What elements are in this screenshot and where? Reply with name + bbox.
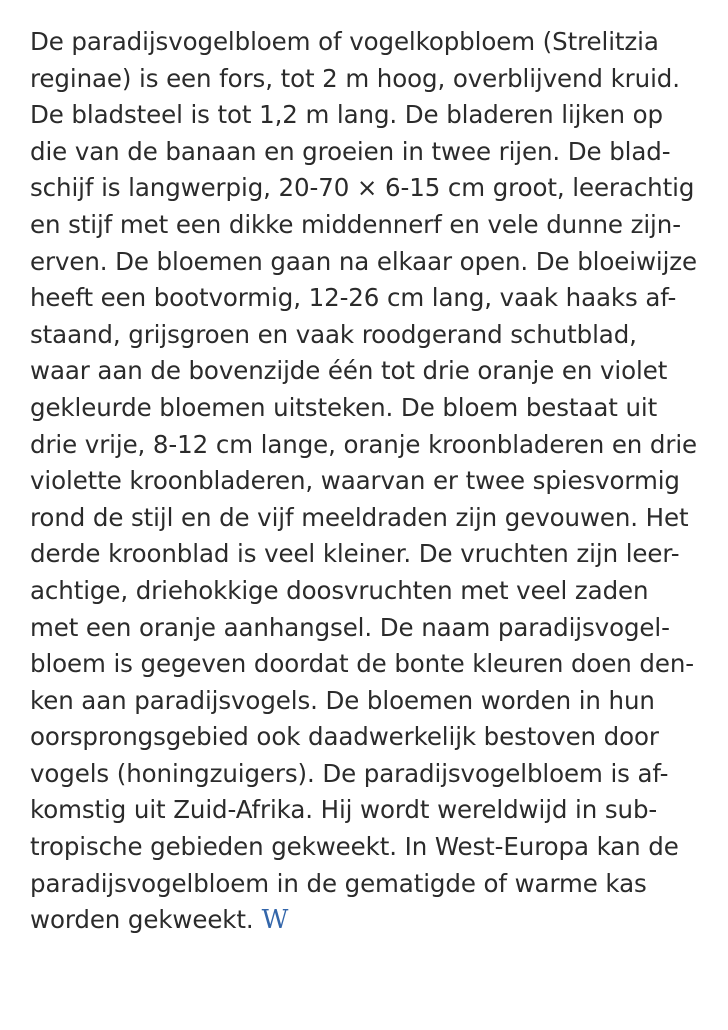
- text-line: schijf is langwerpig, 20-70 × 6-15 cm groot, leerachtig: [30, 173, 695, 203]
- text-line: en stijf met een dikke middennerf en vele dunne zijn-: [30, 209, 681, 239]
- text-line: paradijsvogelbloem in de gematigde of warme kas: [30, 868, 647, 898]
- text-line: derde kroonblad is veel kleiner. De vruchten zijn leer-: [30, 539, 680, 569]
- text-line: worden gekweekt.: [30, 905, 254, 935]
- text-line: rond de stijl en de vijf meeldraden zijn gevouwen. Het: [30, 502, 689, 532]
- last-text-line: [30, 902, 710, 939]
- text-line: ken aan paradijsvogels. De bloemen worden in hun: [30, 685, 655, 715]
- text-line: waar aan de bovenzijde één tot drie oranje en violet: [30, 356, 668, 386]
- text-line: staand, grijsgroen en vaak roodgerand schutblad,: [30, 319, 637, 349]
- text-line: De paradijsvogelbloem of vogelkopbloem (Strelitzia: [30, 27, 659, 56]
- text-line: met een oranje aanhangsel. De naam paradijsvogel-: [30, 612, 670, 642]
- article-text: [30, 24, 710, 939]
- text-line: drie vrije, 8-12 cm lange, oranje kroonbladeren en drie: [30, 429, 698, 459]
- text-line: heeft een bootvormig, 12-26 cm lang, vaak haaks af-: [30, 283, 677, 313]
- text-line: gekleurde bloemen uitsteken. De bloem bestaat uit: [30, 392, 658, 422]
- text-line: erven. De bloemen gaan na elkaar open. De bloeiwijze: [30, 246, 698, 276]
- text-line: die van de banaan en groeien in twee rijen. De blad-: [30, 136, 671, 166]
- text-line: vogels (honingzuigers). De paradijsvogelbloem is af-: [30, 758, 669, 788]
- text-line: oorsprongsgebied ook daadwerkelijk bestoven door: [30, 722, 659, 752]
- text-line: reginae) is een fors, tot 2 m hoog, overblijvend kruid.: [30, 63, 680, 93]
- text-line: De bladsteel is tot 1,2 m lang. De bladeren lijken op: [30, 100, 664, 130]
- text-line: achtige, driehokkige doosvruchten met veel zaden: [30, 575, 649, 605]
- wikipedia-icon[interactable]: W: [261, 905, 289, 936]
- text-line: bloem is gegeven doordat de bonte kleuren doen den-: [30, 649, 694, 679]
- text-line: komstig uit Zuid-Afrika. Hij wordt wereldwijd in sub-: [30, 795, 658, 825]
- text-line: violette kroonbladeren, waarvan er twee spiesvormig: [30, 466, 680, 496]
- text-line: tropische gebieden gekweekt. In West-Europa kan de: [30, 832, 679, 862]
